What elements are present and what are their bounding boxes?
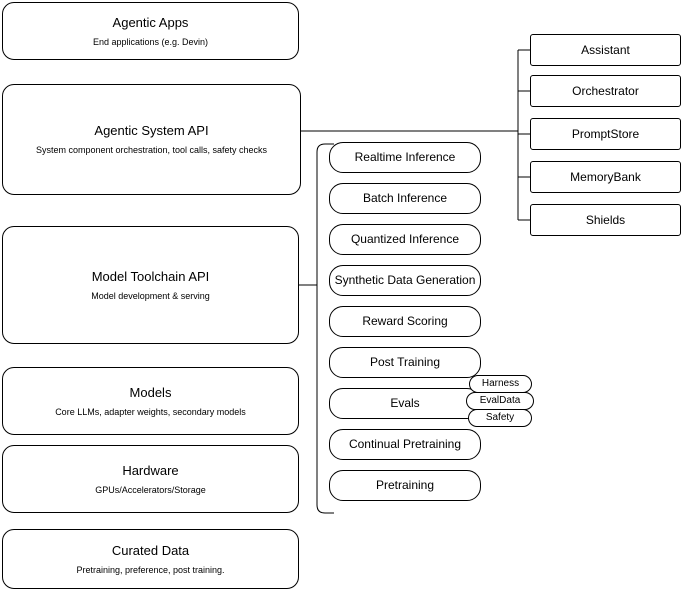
- capability-realtime-inference[interactable]: [329, 142, 481, 173]
- component-label: Shields: [585, 212, 626, 227]
- capability-reward-scoring[interactable]: [329, 306, 481, 337]
- capability-label: Evals: [390, 396, 420, 410]
- component-orchestrator[interactable]: [530, 75, 681, 107]
- component-assistant[interactable]: [530, 34, 681, 66]
- layer-subtitle: GPUs/Accelerators/Storage: [95, 484, 206, 495]
- capability-synthetic-data-generation[interactable]: [329, 265, 481, 296]
- layer-title: Model Toolchain API: [91, 268, 210, 284]
- capability-label: Realtime Inference: [354, 150, 456, 164]
- capability-batch-inference[interactable]: [329, 183, 481, 214]
- layer-subtitle: Pretraining, preference, post training.: [76, 564, 225, 575]
- capability-label: Synthetic Data Generation: [334, 273, 476, 287]
- component-label: Assistant: [581, 42, 630, 57]
- eval-pill-label: EvalData: [479, 395, 521, 406]
- component-label: Orchestrator: [572, 83, 639, 98]
- eval-pill-label: Safety: [485, 412, 515, 423]
- layer-curated-data[interactable]: [2, 529, 299, 589]
- eval-pill-evaldata[interactable]: [466, 392, 534, 410]
- component-label: MemoryBank: [570, 169, 641, 184]
- layer-title: Models: [129, 384, 172, 400]
- layer-models[interactable]: [2, 367, 299, 435]
- layer-agentic-apps[interactable]: [2, 2, 299, 60]
- component-label: PromptStore: [571, 126, 640, 141]
- capability-post-training[interactable]: [329, 347, 481, 378]
- layer-title: Hardware: [122, 462, 179, 478]
- layer-model-toolchain-api[interactable]: [2, 226, 299, 344]
- capability-pretraining[interactable]: [329, 470, 481, 501]
- capability-continual-pretraining[interactable]: [329, 429, 481, 460]
- eval-pill-label: Harness: [481, 378, 520, 389]
- component-memorybank[interactable]: [530, 161, 681, 193]
- layer-subtitle: Core LLMs, adapter weights, secondary models: [55, 406, 246, 417]
- capability-evals[interactable]: [329, 388, 481, 419]
- capability-quantized-inference[interactable]: [329, 224, 481, 255]
- eval-pill-harness[interactable]: [469, 375, 532, 393]
- capability-label: Reward Scoring: [362, 314, 448, 328]
- layer-subtitle: End applications (e.g. Devin): [92, 36, 209, 47]
- layer-title: Curated Data: [111, 542, 190, 558]
- capability-label: Post Training: [369, 355, 441, 369]
- capability-label: Pretraining: [375, 478, 435, 492]
- layer-subtitle: Model development & serving: [91, 290, 210, 301]
- layer-agentic-system-api[interactable]: [2, 84, 301, 195]
- layer-subtitle: System component orchestration, tool calls, safety checks: [35, 145, 268, 155]
- capability-label: Batch Inference: [362, 191, 448, 205]
- capability-label: Continual Pretraining: [348, 437, 462, 451]
- capability-label: Quantized Inference: [350, 232, 460, 246]
- layer-title: Agentic System API: [94, 123, 209, 138]
- component-shields[interactable]: [530, 204, 681, 236]
- layer-hardware[interactable]: [2, 445, 299, 513]
- eval-pill-safety[interactable]: [468, 409, 532, 427]
- component-promptstore[interactable]: [530, 118, 681, 150]
- layer-title: Agentic Apps: [112, 14, 189, 30]
